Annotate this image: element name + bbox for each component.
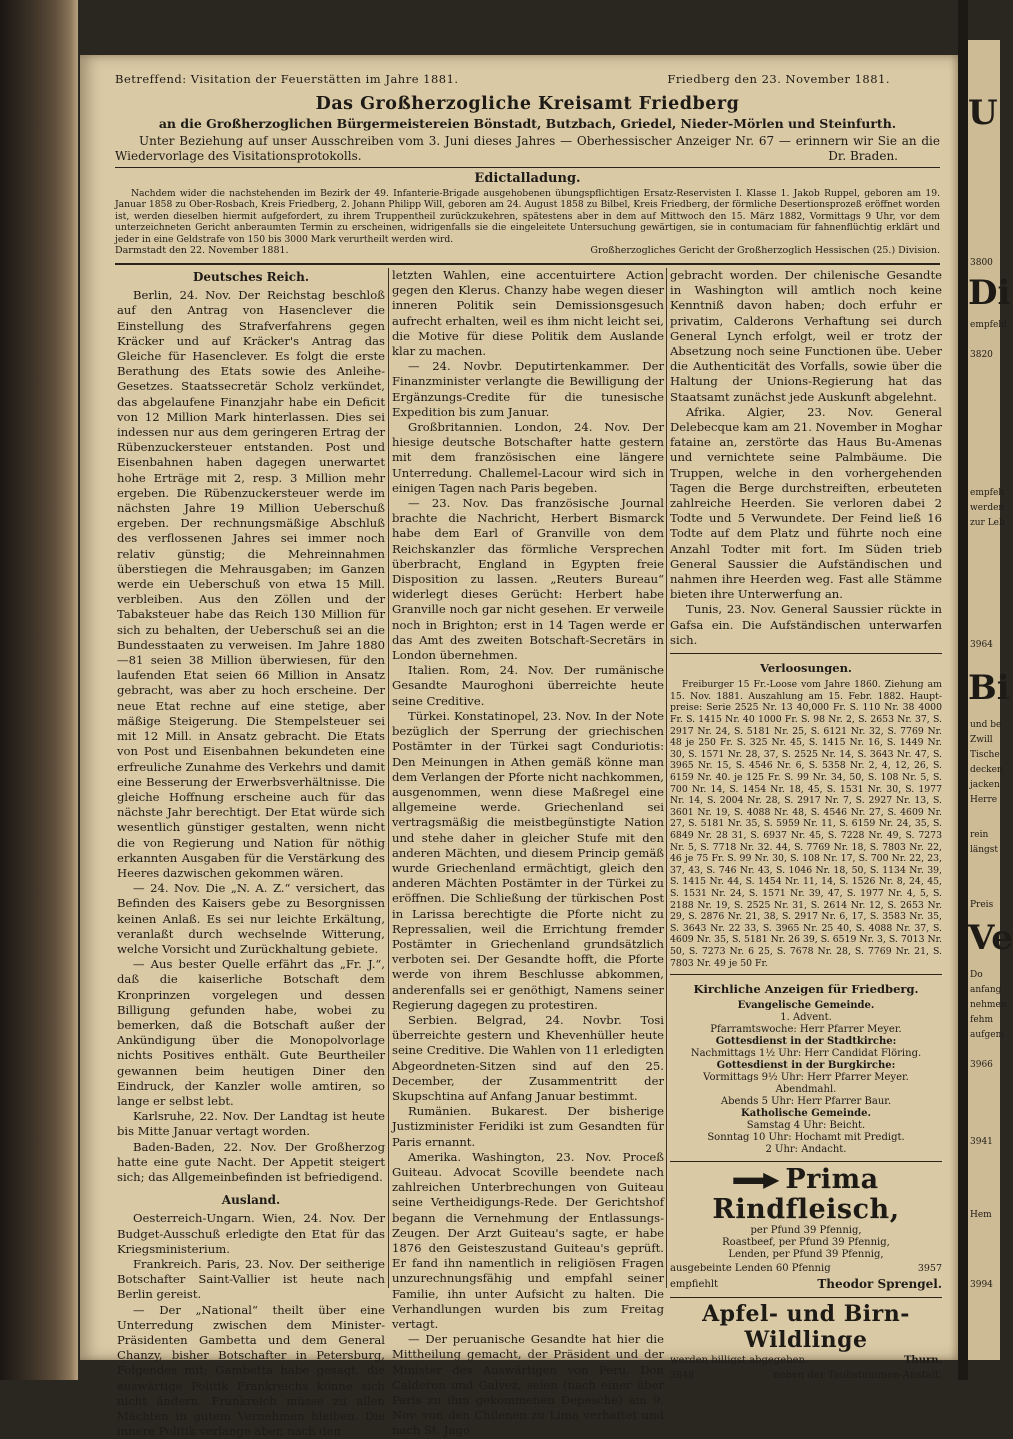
page-gutter [958,0,968,1380]
article-paragraph: Berlin, 24. Nov. Der Reichstag beschloß auf den Antrag von Hasenclever die Einstellung des Strafverfahrens gegen Kräcker und auf Kräcker's Antrag das Gleiche für Hasenclever. Es folgt die erste Berathung des Etats sowie des Anleihe-Gesetzes. Staatssecretär Scholz verkündet, das abgelaufene Finanzjahr habe ein Deficit von 12 Million Mark hinterlassen. Dies sei indessen nur aus dem geringeren Ertrag der Rübenzuckersteuer entstanden. Post und Eisenbahnen haben dagegen unerwartet hohe Erträge mit 2, resp. 3 Million mehr ergeben. Die Rübenzuckersteuer werde im nächsten Jahre 19 Million Ueberschuß ergeben. Der rechnungsmäßige Abschluß des verflossenen Jahres sei immer noch relativ günstig; die Mehreinnahmen überstiegen die Mehrausgaben; im Ganzen werde ein Ueberschuß von etwa 15 Mill. verbleiben. Aus den Zöllen und der Tabaksteuer habe das Reich 130 Million für sich zu behalten, der Ueberschuß sei an die Bundesstaaten zu verweisen. Im Jahre 1880—81 seien 38 Million überwiesen, für den laufenden Etat seien 66 Million in Ansatz gebracht, was aber zu hoch erscheine. Der neue Etat rechne auf eine stetige, aber mäßige Steigerung. Die Stempelsteuer sei mit 12 Mill. in Ansatz gebracht. Die Etats von Post und Eisenbahnen bekundeten eine erfreuliche Zunahme des Verkehrs und damit eine Besserung der Erwerbsverhältnisse. Die gleiche Hoffnung erscheine auch für das nächste Jahr berechtigt. Der Etat würde sich wesentlich günstiger gestalten, wenn nicht die von Regierung und Nation für nöthig erkannten Ausgaben für die Verstärkung des Heeres dazwischen gekommen wären. [117,288,385,880]
next-page-fragment: jacken [970,780,1000,790]
next-page-fragment: 3941 [970,1137,993,1147]
article-paragraph: — Aus bester Quelle erfährt das „Fr. J.“, daß die kaiserliche Botschaft dem Kronprinzen vorgelegen und dessen Billigung gefunden habe, wobei zu bemerken, daß die Botschaft außer der Ankündigung über die Monopolvorlage nichts Positives enthält. Gute Beurtheiler gewannen beim heutigen Diner den Eindruck, der Kanzler wolle amtiren, so lange er selbst lebt. [117,957,385,1108]
next-page-fragment: 3966 [970,1060,993,1070]
church-line: Nachmittags 1½ Uhr: Herr Candidat Flöring. [690,1048,922,1060]
ad-address: neben der Taubstummen-Anstalt. [773,1369,942,1381]
article-paragraph: — Der peruanische Gesandte hat hier die Mittheilung gemacht, der Präsident und der Minister des Auswärtigen von Peru, Don Calderon und Galvez, seien (nach einer über Paris zu ihm gekommenen Depesche) am 9. Nov. von den Chilenen zu Lima verhaftet und nach St. Jago [392,1332,664,1438]
church-line: Abendmahl. [775,1084,837,1096]
next-page-fragment: empfeh [970,488,1005,498]
ad-wildlinge [670,1297,942,1383]
next-page-big-letter: U [968,93,998,133]
column-2 [392,268,664,1439]
article-paragraph: Rumänien. Bukarest. Der bisherige Justizminister Feridiki ist zum Gesandten für Paris ernannt. [392,1104,664,1149]
church-line: Sonntag 10 Uhr: Hochamt mit Predigt. [707,1132,905,1144]
article-paragraph: Großbritannien. London, 24. Nov. Der hiesige deutsche Botschafter hatte gestern mit dem französischen eine längere Unterredung. Challemel-Lacour wird sich in einigen Tagen nach Paris begeben. [392,420,664,495]
church-line: Abends 5 Uhr: Herr Pfarrer Baur. [720,1096,892,1108]
next-page-big-letter: Bi [968,668,1010,708]
ad-line: Lenden, per Pfund 39 Pfennig, [728,1249,884,1261]
ad-line: ausgebeinte Lenden 60 Pfennig [670,1263,831,1275]
article-paragraph: Frankreich. Paris, 23. Nov. Der seitherige Botschafter Saint-Vallier ist heute nach Berlin gereist. [117,1257,385,1302]
church-line: Evangelische Gemeinde. [737,1000,875,1012]
next-page-fragment: Herre [970,795,998,805]
article-paragraph: Afrika. Algier, 23. Nov. General Delebecque kam am 21. November in Moghar fataine an, zerstörte das Haus Bu-Amenas und vernichtete seine Palmbäume. Die Truppen, welche in den vorhergehenden Tagen die Berge durchstreiften, erbeuteten zahlreiche Heerden. Sie verloren dabei 2 Todte und 5 Verwundete. Der Feind ließ 16 Todte auf dem Platz und führte noch eine Anzahl Todter mit fort. Im Süden trieb General Saussier die Aufständischen und nahmen ihre Heerden weg. Fast alle Stämme bieten ihre Unterwerfung an. [670,404,942,602]
book-binding-spine [0,0,78,1380]
signature: Dr. Braden. [828,149,898,163]
ad-line-row [670,1261,942,1276]
section-heading: Deutsches Reich. [192,270,310,284]
article-paragraph: Tunis, 23. Nov. General Saussier rückte in Gafsa ein. Die Aufständischen unterwarfen sich. [670,602,942,647]
next-page-fragment: werden [970,503,1005,513]
article-paragraph: Oesterreich-Ungarn. Wien, 24. Nov. Der Budget-Ausschuß erledigte den Etat für das Kriegsministerium. [117,1211,385,1256]
next-page-fragment: und be [970,720,1002,730]
ad-line: Roastbeef, per Pfund 39 Pfennig, [722,1237,890,1249]
article-paragraph: gebracht worden. Der chilenische Gesandte in Washington will amtlich noch keine Kenntniß davon haben; doch erfuhr er privatim, Calderons Verhaftung sei durch General Lynch erfolgt, weil er trotz der Absetzung noch seine Functionen übe. Ueber die Authenticität des Vorfalls, sowie über die Haltung der Unions-Regierung hat das Staatsamt zunächst jede Auskunft abgelehnt. [670,268,942,404]
column-3 [670,268,942,1383]
dateline: Friedberg den 23. November 1881. [667,72,890,86]
ad-line: werden billigst abgegeben. [670,1354,809,1366]
betreff-line: Betreffend: Visitation der Feuerstätten im Jahre 1881. [115,72,459,86]
edict-footer [115,245,940,256]
ad-rindfleisch [670,1161,942,1291]
divider [115,263,940,265]
next-page-fragment: Do [970,970,983,980]
ad-headline [670,1165,942,1225]
article-paragraph: — 24. Novbr. Deputirtenkammer. Der Finanzminister verlangte die Bewilligung der Ergänzungs-Credite für die tunesische Expedition bis zum Januar. [392,359,664,419]
church-line: Vormittags 9½ Uhr: Herr Pfarrer Meyer. [703,1072,909,1084]
next-page-big-letter: Di [968,273,1011,313]
church-line: Gottesdienst in der Stadtkirche: [715,1036,897,1048]
article-paragraph: Italien. Rom, 24. Nov. Der rumänische Gesandte Mauroghoni überreichte heute seine Creditive. [392,663,664,708]
ad-headline-text: Prima Rindfleisch, [712,1164,900,1226]
masthead: Das Großherzogliche Kreisamt Friedberg [315,94,740,114]
next-page-fragment: decken [970,765,1003,775]
ad-headline: Apfel- und Birn-Wildlinge [702,1300,910,1353]
lottery-title: Verloosungen. [760,661,852,676]
ad-merchant: Theodor Sprengel. [817,1276,942,1291]
next-page-fragment: 3820 [970,350,993,360]
next-page-fragment: Preis [970,900,994,910]
next-page-fragment: Zwill [970,735,993,745]
column-divider [666,268,667,1288]
ad-merchant-row [670,1277,942,1292]
next-page-fragment: nehmen [970,1000,1007,1010]
church-line: Katholische Gemeinde. [741,1108,871,1120]
next-page-fragment: zur Leb [970,518,1005,528]
church-line: 2 Uhr: Andacht. [765,1144,847,1156]
column-divider [388,268,389,1288]
church-notices [670,974,942,1156]
article-paragraph: — Der „National“ theilt über eine Unterredung zwischen dem Minister-Präsidenten Gambetta und dem General Chanzy, bisher Botschafter in Petersburg, Folgendes mit: Gambetta habe gesagt, die auswärtige Politik Frankreichs könne sich nicht ändern. Frankreich müsse zu allen Mächten in gutem Vernehmen bleiben. Die innere Politik verlange aber, nach den [117,1302,385,1439]
article-paragraph: — 24. Nov. Die „N. A. Z.“ versichert, das Befinden des Kaisers gebe zu Besorgnissen keinen Anlaß. Es sei nur leichte Erkältung, veranlaßt durch wechselnde Witterung, welche Vorsicht und Zurückhaltung gebiete. [117,881,385,956]
lottery-section [670,653,942,969]
article-paragraph: Serbien. Belgrad, 24. Novbr. Tosi überreichte gestern und Khevenhüller heute seine Creditive. Die Wahlen von 11 erledigten Abgeordneten-Sitzen sind auf den 25. December, der Zusammentritt der Skupschtina auf Anfang Januar bestimmt. [392,1012,664,1103]
article-paragraph: letzten Wahlen, eine accentuirtere Action gegen den Klerus. Chanzy habe wegen dieser inneren Politik sein Demissionsgesuch aufrecht erhalten, weil es ihm nicht leicht sei, die Motive für diese Politik dem Auslande klar zu machen. [392,268,664,359]
ad-line-row [670,1368,942,1383]
next-page-big-letter: Ve [968,918,1013,958]
church-title: Kirchliche Anzeigen für Friedberg. [693,982,919,997]
next-page-fragment: rein [970,830,989,840]
next-page-fragment: Tische [970,750,1000,760]
church-line: Pfarramtswoche: Herr Pfarrer Meyer. [710,1024,902,1036]
article-paragraph: — 23. Nov. Das französische Journal brachte die Nachricht, Herbert Bismarck habe dem Earl of Granville von dem Reichskanzler das förmliche Versprechen überbracht, England in Egypten freie Disposition zu lassen. „Reuters Bureau“ widerlegt dieses Gerücht: Herbert habe Granville noch gar nicht gesehen. Er verweile noch in Brighton; erst in 14 Tagen werde er das Amt des zweiten Botschaft-Secretärs in London übernehmen. [392,496,664,663]
article-paragraph: Amerika. Washington, 23. Nov. Proceß Guiteau. Advocat Scoville beendete nach zahlreichen Unterbrechungen von Guiteau seine Vertheidigungs-Rede. Der Gerichtshof begann die Vernehmung der Entlassungs-Zeugen. Der Arzt Guiteau's sagte, er habe 1876 den Geisteszustand Guiteau's geprüft. Er fand ihn namentlich in religiösen Fragen unzurechnungsfähig und empfahl seiner Familie, ihn unter Aufsicht zu halten. Die Verhandlungen wurden bis zum Freitag vertagt. [392,1149,664,1332]
next-page-fragment: längst [970,845,999,855]
church-line: 1. Advent. [780,1012,832,1024]
article-paragraph: Baden-Baden, 22. Nov. Der Großherzog hatte eine gute Nacht. Der Appetit steigert sich; das Allgemeinbefinden ist befriedigend. [117,1139,385,1184]
next-page-fragment: anfang [970,985,1002,995]
section-heading: Ausland. [221,1193,281,1208]
ad-number: 3848 [670,1369,695,1381]
ad-number: 3957 [917,1263,942,1275]
church-line: Gottesdienst in der Burgkirche: [716,1060,896,1072]
divider [115,167,940,168]
ad-line: per Pfund 39 Pfennig, [750,1225,862,1237]
column-1 [117,268,385,1439]
ad-name: Thurn. [903,1354,942,1366]
adjacent-page-edge [968,40,1013,1360]
article-paragraph: Türkei. Konstatinopel, 23. Nov. In der Note bezüglich der Sperrung der griechischen Postämter in der Türkei sagt Conduriotis: Den Meinungen in Athen gemäß könne man dem Verlangen der Pforte nicht nachkommen, ausgenommen, wenn diese Maßregel eine allgemeine werde. Griechenland sei vertragsmäßig die meistbegünstigte Nation und stehe daher in gleicher Stufe mit den anderen Mächten, und diesem Princip gemäß wurde Griechenland ermächtigt, gleich den anderen Mächten Postämter in der Türkei zu eröffnen. Die Schließung der türkischen Post in Larissa berechtigte die Pforte nicht zu Repressalien, weil die Errichtung fremder Postämter in Griechenland grundsätzlich verboten sei. Der Gesandte hofft, die Pforte werde von ihrem Beschlusse abkommen, anderenfalls sei er genöthigt, Namens seiner Regierung dagegen zu protestiren. [392,708,664,1012]
next-page-fragment: 3994 [970,1280,993,1290]
next-page-fragment: aufgem [970,1030,1005,1040]
pointing-hand-icon [733,1173,779,1189]
lottery-text [670,679,942,969]
next-page-fragment: 3964 [970,640,993,650]
lottery-paragraph: Freiburger 15 Fr.-Loose vom Jahre 1860. Ziehung am 15. Nov. 1881. Auszahlung am 15. Febr. 1882. Hauptpreise: Serie 2525 Nr. 13 40,000 Fr. S. 110 Nr. 38 4000 Fr. S. 1415 Nr. 40 1000 Fr. S. 98 Nr. 2, S. 2653 Nr. 37, S. 2917 Nr. 24, S. 5181 Nr. 25, S. 6121 Nr. 32, S. 7769 Nr. 48 je 250 Fr. S. 325 Nr. 45, S. 1415 Nr. 16, S. 1449 Nr. 30, S. 1571 Nr. 28, 37, S. 2525 Nr. 14, S. 3643 Nr. 47, S. 3965 Nr. 15, S. 4546 Nr. 6, S. 5358 Nr. 2, 4, 12, 26, S. 6159 Nr. 40. je 125 Fr. S. 99 Nr. 34, 50, S. 108 Nr. 5, S. 700 Nr. 14, S. 1454 Nr. 18, 45, S. 1531 Nr. 30, S. 1977 Nr. 14, S. 2004 Nr. 28, S. 2917 Nr. 7, S. 2927 Nr. 13, S. 3601 Nr. 19, S. 4088 Nr. 48, S. 4546 Nr. 27, S. 4609 Nr. 27, S. 5181 Nr. 35, S. 5959 Nr. 11, S. 6159 Nr. 24, 35, S. 6849 Nr. 28 31, S. 6937 Nr. 45, S. 7228 Nr. 49, S. 7273 Nr. 5, S. 7718 Nr. 32. 44, S. 7769 Nr. 18, S. 7803 Nr. 22, 46 je 75 Fr. S. 99 Nr. 30, S. 108 Nr. 17, S. 700 Nr. 22, 23, 37, 43, S. 746 Nr. 43, S. 1046 Nr. 18, 50, S. 1134 Nr. 39, S. 1415 Nr. 44, S. 1454 Nr. 11, 14, S. 1526 Nr. 8, 24, 45, S. 1531 Nr. 24, S. 1571 Nr. 39, 47, S. 1977 Nr. 4, 5, S. 2188 Nr. 19, S. 2525 Nr. 31, S. 2614 Nr. 12, S. 2653 Nr. 29, S. 2876 Nr. 21, 38, S. 2917 Nr. 6, 17, S. 3583 Nr. 35, S. 3643 Nr. 22 33, S. 3965 Nr. 25 40, S. 4088 Nr. 37, S. 4609 Nr. 35, S. 5181 Nr. 26 39, S. 6519 Nr. 3, S. 7013 Nr. 50, S. 7273 Nr. 6 25, S. 7678 Nr. 28, S. 7769 Nr. 21, S. 7803 Nr. 49 je 50 Fr. [670,679,942,969]
edict-title: Edictalladung. [474,171,581,186]
next-page-fragment: empfehl [970,320,1007,330]
next-page-fragment: 3800 [970,258,993,268]
article-paragraph: Karlsruhe, 22. Nov. Der Landtag ist heute bis Mitte Januar vertagt worden. [117,1109,385,1139]
church-line: Samstag 4 Uhr: Beicht. [746,1120,866,1132]
edict-place-date: Darmstadt den 22. November 1881. [115,245,289,256]
ad-empfiehlt: empfiehlt [670,1278,719,1290]
ad-line-row [670,1353,942,1368]
addressee-line: an die Großherzoglichen Bürgermeistereien Bönstadt, Butzbach, Griedel, Nieder-Mörlen und Steinfurth. [158,116,897,131]
next-page-fragment: fehm [970,1015,993,1025]
edict-body: Nachdem wider die nachstehenden im Bezirk der 49. Infanterie-Brigade ausgehobenen übungspflichtigen Ersatz-Reservisten I. Klasse 1. Jakob Ruppel, geboren am 19. Januar 1858 zu Ober-Rosbach, Kreis Friedberg, 2. Johann Philipp Will, geboren am 24. August 1858 zu Bilbel, Kreis Friedberg, der förmliche Desertionsprozeß eröffnet worden ist, werden dieselben hiermit aufgefordert, zu ihrem Truppentheil zurückzukehren, spätestens aber in dem auf Mittwoch den 15. März 1882, Vormittags 9 Uhr, vor dem unterzeichneten Gericht anberaumten Termin zu erscheinen, widrigenfalls sie die eingeleitete Untersuchung gewärtigen, sie in contumaciam für fahnenflüchtig erklärt und jeder in eine Geldstrafe von 150 bis 3000 Mark verurtheilt werden wird. [115,188,940,245]
intro-paragraph: Unter Beziehung auf unser Ausschreiben vom 3. Juni dieses Jahres — Oberhessischer Anzeiger Nr. 67 — erinnern wir Sie an die Wiedervorlage des Visitationsprotokolls. [115,134,940,163]
edict-court: Großherzogliches Gericht der Großherzoglich Hessischen (25.) Division. [590,245,940,256]
next-page-fragment: Hem [970,1210,992,1220]
